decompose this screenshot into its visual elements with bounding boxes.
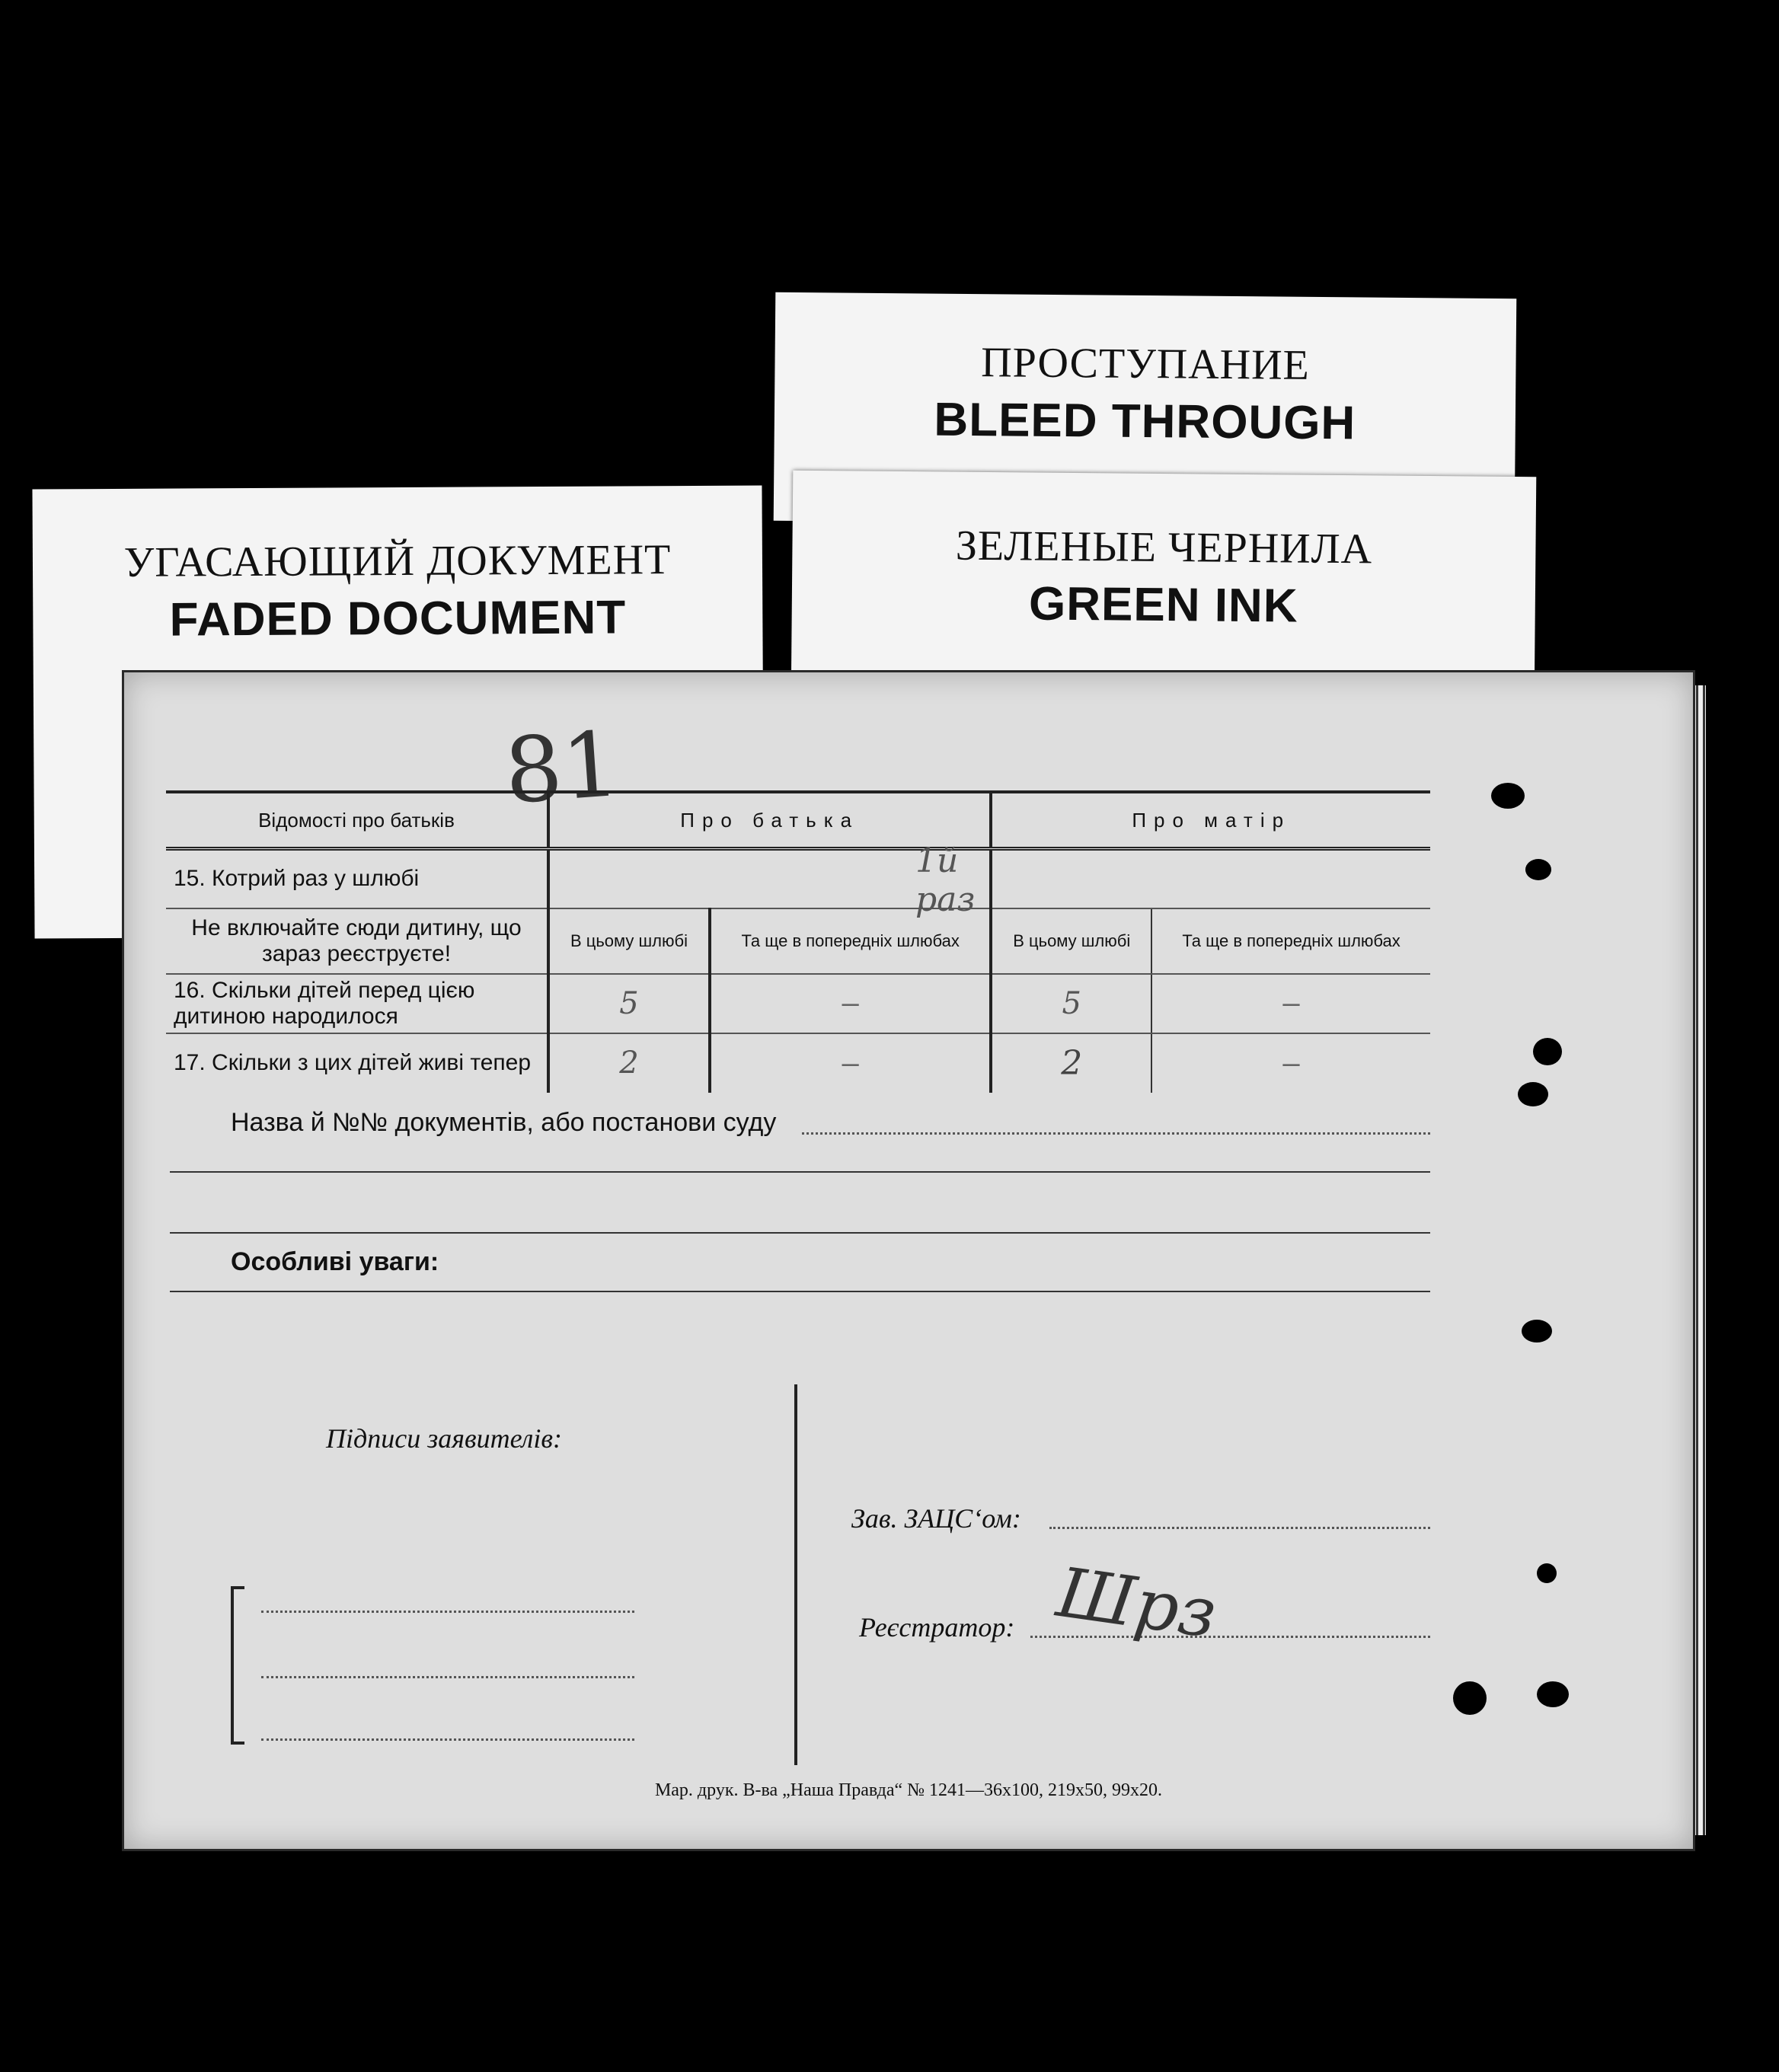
record-card	[122, 670, 1695, 1851]
row16-label: 16. Скільки дітей перед цією дитиною народилося	[166, 974, 548, 1033]
parents-info-table	[166, 790, 1430, 1093]
head-signature-line	[1049, 1527, 1430, 1529]
mother-this-marriage: В цьому шлюбі	[991, 908, 1151, 974]
punch-hole-1	[1491, 783, 1525, 809]
row15-father-cell	[548, 841, 991, 919]
applicants-label: Підписи заявителів:	[326, 1423, 562, 1454]
row16-mother-this: 5	[991, 974, 1151, 1033]
header-info: Відомості про батьків	[166, 792, 548, 849]
faded-tag-ru: УГАСАЮЩИЙ ДОКУМЕНТ	[123, 536, 672, 586]
documents-label: Назва й №№ документів, або постанови суду	[231, 1108, 777, 1137]
green-tag-en: GREEN INK	[1028, 577, 1298, 633]
bleed-tag-ru: ПРОСТУПАНИЕ	[980, 339, 1311, 389]
row15-handwriting: 1й раз	[915, 841, 976, 919]
registrar-signature: Шрз	[1052, 1552, 1222, 1655]
documents-rule-1	[170, 1171, 1430, 1173]
mother-prev-marriages: Та ще в попередніх шлюбах	[1151, 908, 1430, 974]
punch-hole-7	[1453, 1681, 1487, 1715]
applicants-brace	[231, 1586, 244, 1745]
row16-father-this: 5	[548, 974, 710, 1033]
punch-hole-2	[1525, 859, 1551, 880]
row16-father-prev: –	[710, 974, 991, 1033]
punch-hole-4	[1518, 1082, 1548, 1106]
punch-hole-3	[1533, 1038, 1562, 1065]
row17-label: 17. Скільки з цих дітей живі тепер	[174, 1050, 532, 1075]
header-father: Про батька	[548, 792, 991, 849]
note-label: Не включайте сюди дитину, що зараз реєструєте!	[166, 908, 548, 974]
faded-tag-en: FADED DOCUMENT	[169, 591, 627, 647]
documents-dotted-line	[802, 1132, 1430, 1135]
father-this-marriage: В цьому шлюбі	[548, 908, 710, 974]
row17-father-prev: –	[710, 1033, 991, 1093]
remarks-label: Особливі уваги:	[231, 1247, 439, 1276]
applicant-line-1	[261, 1611, 634, 1613]
applicant-line-3	[261, 1738, 634, 1741]
applicant-line-2	[261, 1676, 634, 1678]
card-number: 81	[501, 710, 623, 825]
print-footer: Мар. друк. В-ва „Наша Правда“ № 1241—36х100, 219х50, 99х20.	[654, 1780, 1163, 1800]
row15-mother-cell	[991, 849, 1430, 908]
row17-mother-prev: –	[1151, 1033, 1430, 1093]
registrar-label: Реєстратор:	[859, 1612, 1015, 1643]
row17-father-this: 2	[548, 1033, 710, 1093]
punch-hole-8	[1537, 1681, 1569, 1707]
punch-hole-5	[1522, 1320, 1552, 1342]
row16-mother-prev: –	[1151, 974, 1430, 1033]
green-tag-ru: ЗЕЛЕНЫЕ ЧЕРНИЛА	[955, 522, 1373, 573]
header-mother: Про матір	[991, 792, 1430, 849]
bleed-tag-en: BLEED THROUGH	[934, 393, 1356, 450]
father-prev-marriages: Та ще в попередніх шлюбах	[710, 908, 991, 974]
signature-divider	[794, 1384, 797, 1765]
remarks-rule	[170, 1291, 1430, 1292]
punch-hole-6	[1537, 1563, 1557, 1583]
documents-rule-2	[170, 1232, 1430, 1234]
head-label: Зав. ЗАЦС‘ом:	[851, 1503, 1021, 1534]
row17-mother-this: 2	[991, 1033, 1151, 1093]
row15-label: 15. Котрий раз у шлюбі	[166, 849, 548, 908]
